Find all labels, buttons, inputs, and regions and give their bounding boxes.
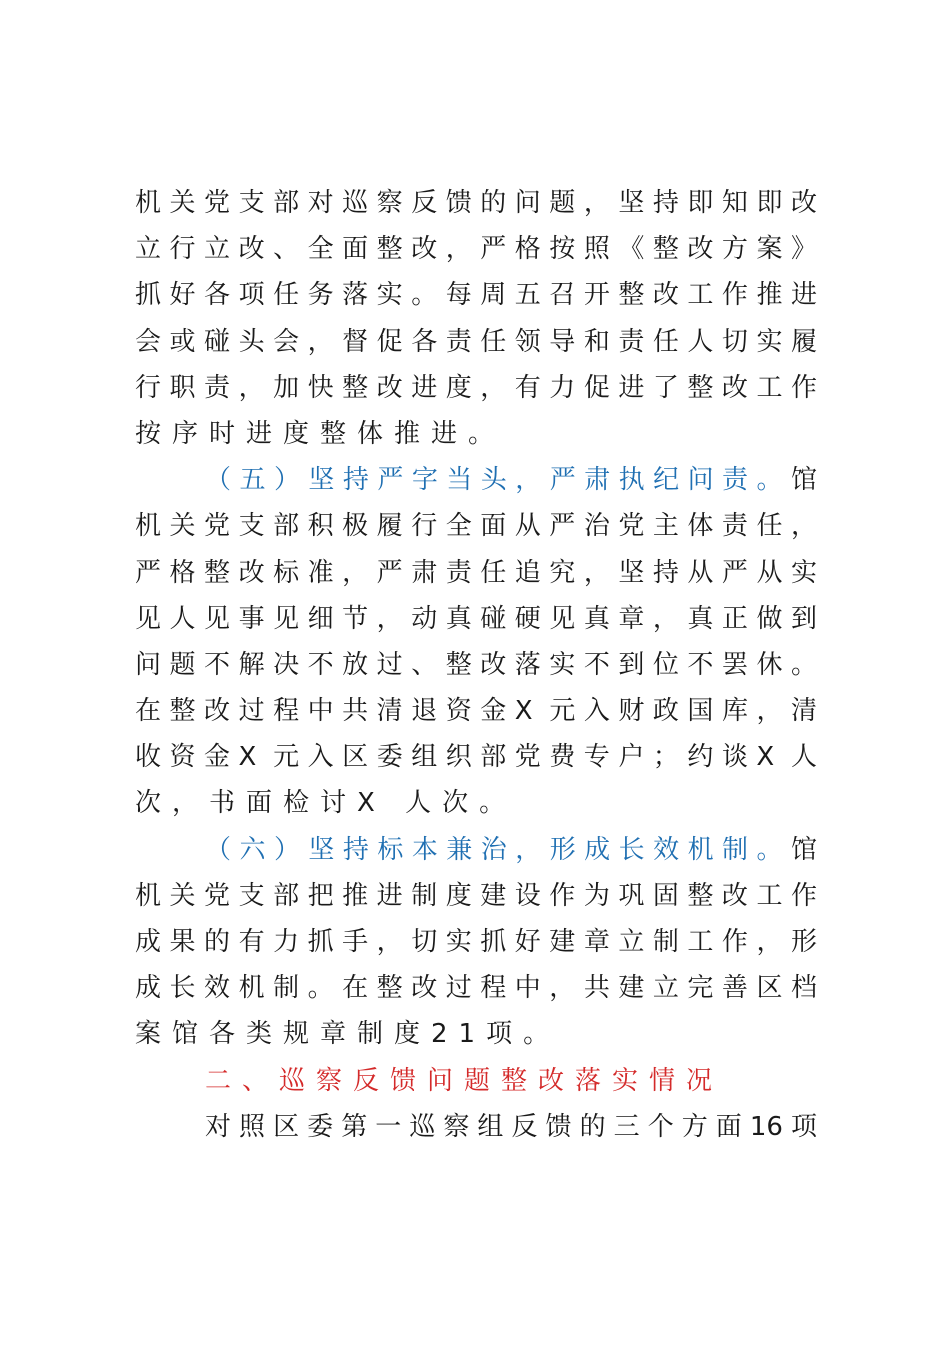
chapter-heading-two: 二、巡察反馈问题整改落实情况 [205, 1065, 724, 1096]
body-text [135, 180, 817, 1150]
paragraph-line: 对照区委第一巡察组反馈的三个方面16项 [205, 1111, 817, 1142]
paragraph-line: 严格整改标准，严肃责任追究，坚持从严从实 [135, 557, 817, 588]
paragraph-line: 次，书面检讨X 人次。 [135, 788, 517, 819]
paragraph-line: 立行立改、全面整改，严格按照《整改方案》 [135, 234, 817, 265]
paragraph-line: 在整改过程中共清退资金X 元入财政国库，清 [135, 696, 817, 727]
section-heading-five [135, 457, 817, 503]
paragraph-line: 机关党支部积极履行全面从严治党主体责任， [135, 511, 817, 542]
section-heading-tail: 馆 [790, 834, 817, 865]
paragraph-line: 成果的有力抓手，切实抓好建章立制工作，形 [135, 927, 817, 957]
paragraph-line: 案馆各类规章制度21项。 [135, 1019, 561, 1050]
section-heading-text: （五）坚持严字当头，严肃执纪问责。 [205, 465, 791, 496]
paragraph-line: 见人见事见细节，动真碰硬见真章，真正做到 [135, 603, 817, 634]
paragraph-line: 收资金X 元入区委组织部党费专户；约谈X 人 [135, 742, 817, 773]
paragraph-line: 会或碰头会，督促各责任领导和责任人切实履 [135, 326, 817, 357]
paragraph-line: 机关党支部对巡察反馈的问题，坚持即知即改 [135, 188, 817, 218]
section-heading-text: （六）坚持标本兼治，形成长效机制。 [205, 834, 791, 865]
paragraph-line: 成长效机制。在整改过程中，共建立完善区档 [135, 973, 817, 1004]
section-heading-six [135, 827, 817, 873]
paragraph-line: 行职责，加快整改进度，有力促进了整改工作 [135, 372, 817, 403]
paragraph-line: 机关党支部把推进制度建设作为巩固整改工作 [135, 880, 817, 911]
section-heading-tail: 馆 [790, 465, 817, 496]
paragraph-line: 按序时进度整体推进。 [135, 418, 506, 449]
paragraph-line: 问题不解决不放过、整改落实不到位不罢休。 [135, 649, 817, 680]
paragraph-line: 抓好各项任务落实。每周五召开整改工作推进 [135, 280, 817, 311]
